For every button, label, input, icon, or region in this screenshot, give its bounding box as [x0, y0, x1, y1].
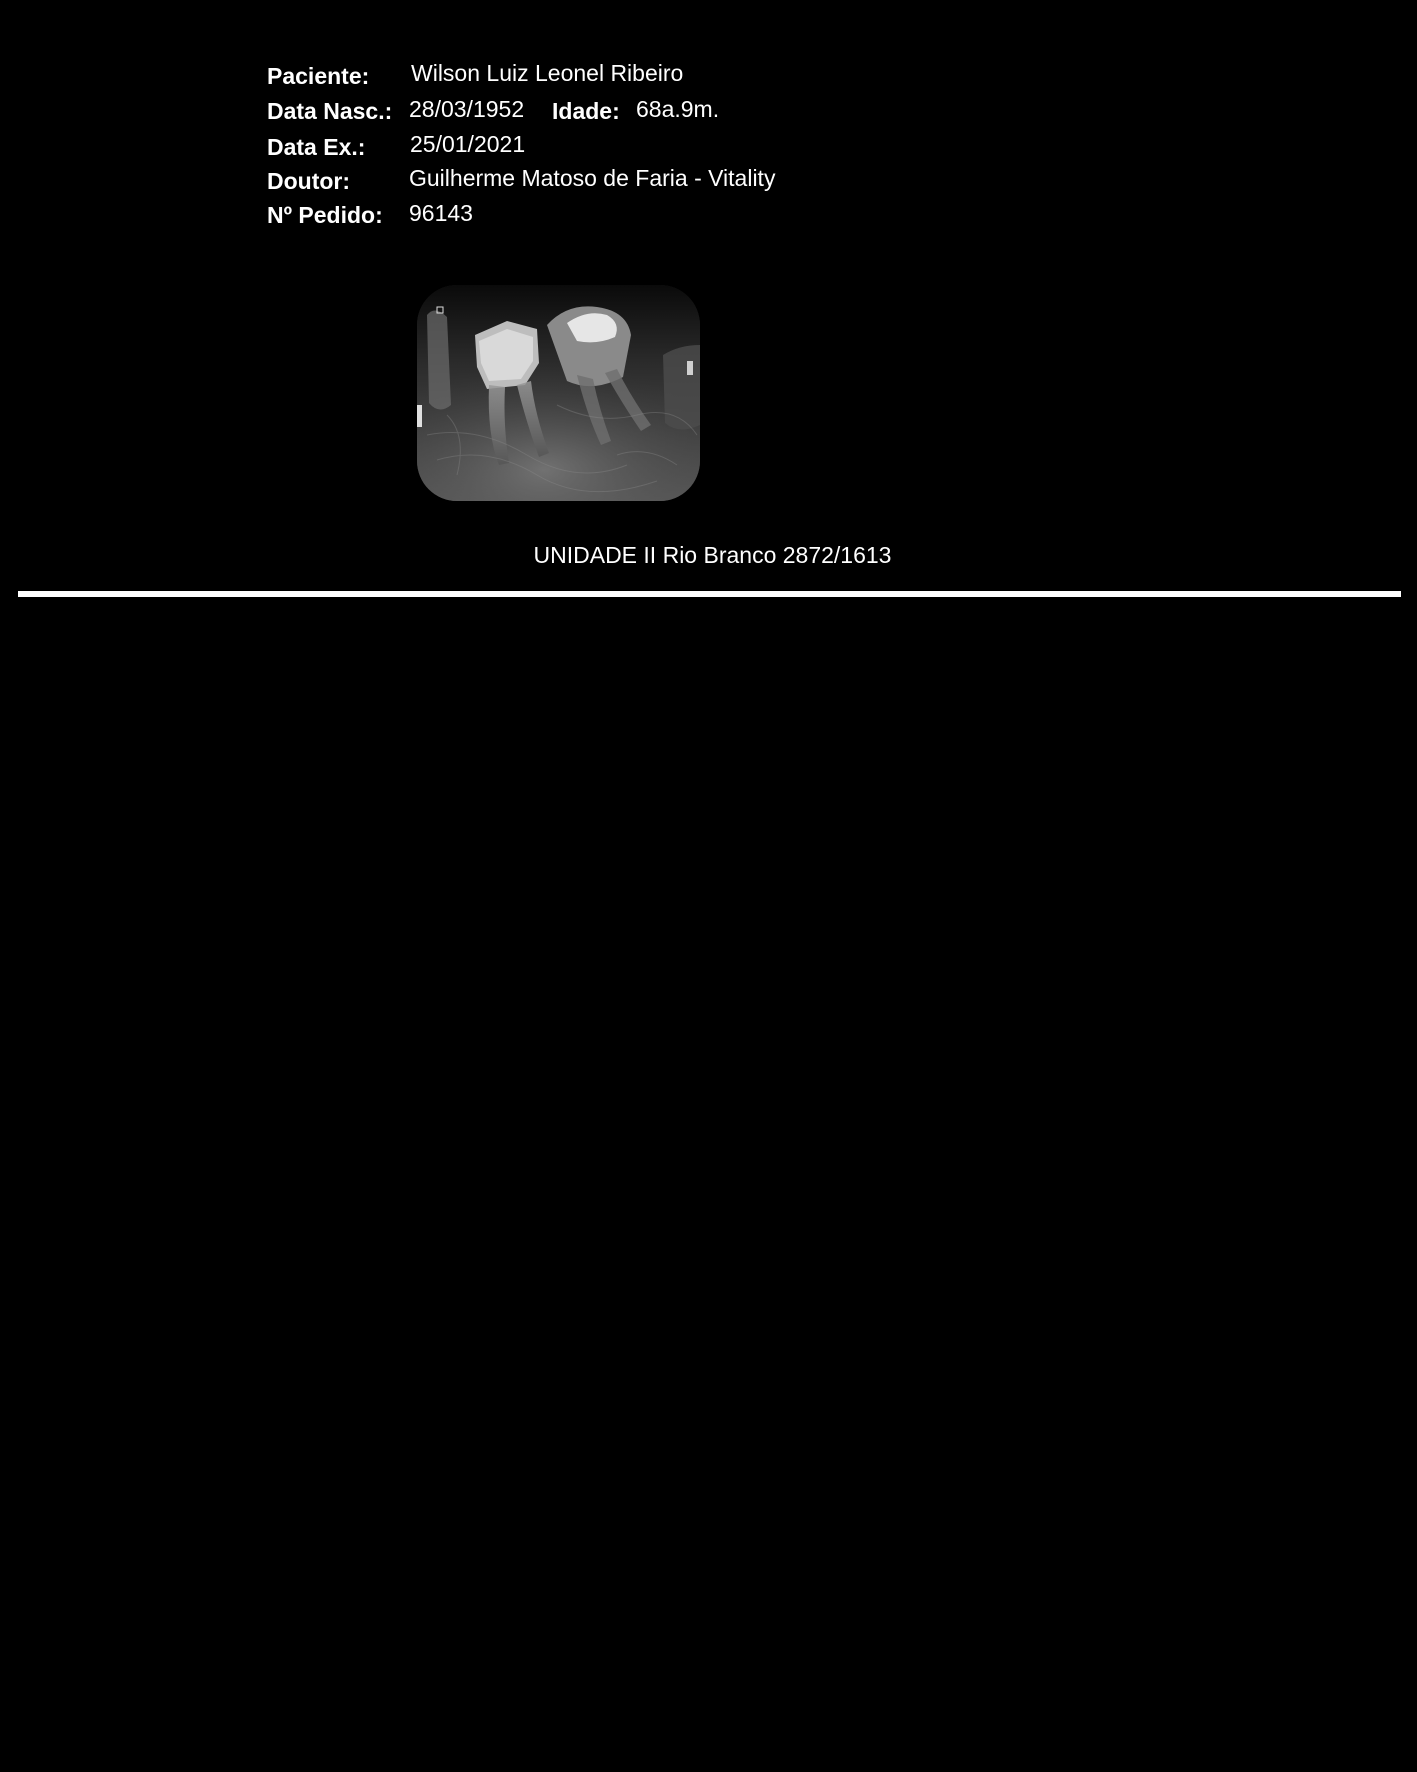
divider-line — [18, 591, 1401, 597]
birth-date-label: Data Nasc.: — [267, 98, 393, 124]
order-number-label: Nº Pedido: — [267, 202, 383, 228]
birth-date-value: 28/03/1952 — [409, 96, 525, 122]
unit-address: UNIDADE II Rio Branco 2872/1613 — [533, 542, 892, 568]
patient-label: Paciente: — [267, 63, 370, 89]
dental-xray-image — [417, 285, 700, 501]
age-value: 68a.9m. — [636, 96, 720, 122]
doctor-value: Guilherme Matoso de Faria - Vitality — [409, 165, 776, 191]
order-number-value: 96143 — [409, 200, 473, 226]
doctor-label: Doutor: — [267, 168, 351, 194]
exam-date-value: 25/01/2021 — [410, 131, 526, 157]
age-label: Idade: — [552, 98, 620, 124]
exam-date-label: Data Ex.: — [267, 134, 366, 160]
patient-value: Wilson Luiz Leonel Ribeiro — [411, 60, 684, 86]
